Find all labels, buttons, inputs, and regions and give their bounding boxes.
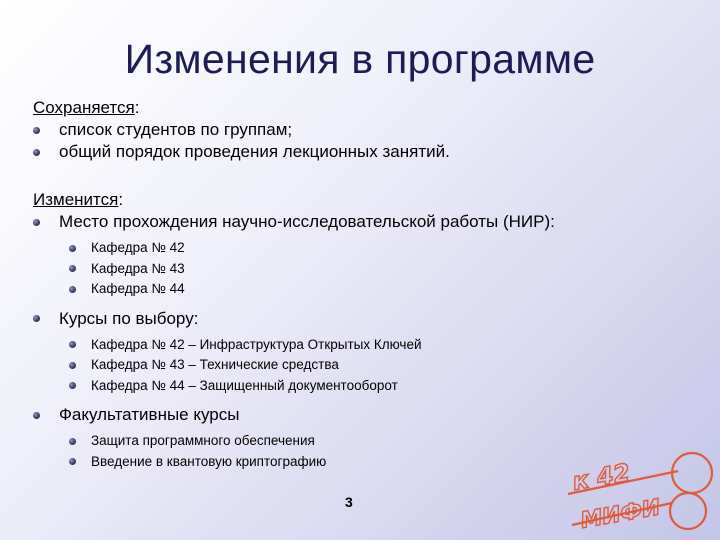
sub-list-item-text: Кафедра № 44 – Защищенный документооборот bbox=[91, 377, 398, 393]
changes-heading bbox=[33, 189, 673, 211]
bullet-icon bbox=[69, 286, 91, 293]
keeps-heading bbox=[33, 97, 673, 119]
sub-list-item bbox=[69, 335, 673, 356]
bullet-icon bbox=[33, 315, 59, 322]
sub-list-item bbox=[69, 238, 673, 259]
bullet-icon bbox=[69, 438, 91, 445]
bullet-icon bbox=[69, 458, 91, 465]
sub-list-item bbox=[69, 279, 673, 300]
bullet-icon bbox=[69, 341, 91, 348]
sub-list-item-text: Кафедра № 43 bbox=[91, 260, 185, 276]
sub-list-item bbox=[69, 259, 673, 280]
bullet-icon bbox=[33, 149, 59, 156]
list-item bbox=[33, 211, 673, 233]
bullet-icon bbox=[33, 412, 59, 419]
logo-ring-top bbox=[672, 453, 712, 493]
sub-list-item-text: Кафедра № 42 bbox=[91, 240, 185, 255]
sub-list-item-text: Кафедра № 42 – Инфраструктура Открытых Ключей bbox=[91, 336, 422, 352]
sub-list-item-text: Введение в квантовую криптографию bbox=[91, 453, 327, 469]
logo-ring-bottom bbox=[670, 493, 706, 529]
bullet-icon bbox=[69, 382, 91, 389]
logo-text-top: к 42 bbox=[570, 458, 633, 496]
sub-list-item-text: Защита программного обеспечения bbox=[91, 433, 315, 448]
sub-list-item-text: Кафедра № 44 bbox=[91, 281, 185, 296]
list-item-text: Курсы по выбору: bbox=[59, 308, 199, 328]
sub-list-item bbox=[69, 376, 673, 397]
changes-heading-text: Изменится bbox=[33, 190, 119, 209]
page-number: 3 bbox=[345, 494, 353, 510]
department-logo bbox=[560, 445, 715, 537]
changes-heading-colon: : bbox=[118, 190, 124, 209]
list-item-text: список студентов по группам; bbox=[59, 120, 293, 139]
bullet-icon bbox=[69, 245, 91, 252]
list-item-text: Место прохождения научно-исследовательской работы (НИР): bbox=[59, 212, 555, 231]
keeps-heading-colon: : bbox=[134, 98, 140, 117]
bullet-icon bbox=[33, 127, 59, 134]
bullet-icon bbox=[33, 219, 59, 226]
keeps-heading-text: Сохраняется bbox=[33, 98, 135, 117]
list-item-text: Факультативные курсы bbox=[59, 405, 240, 424]
bullet-icon bbox=[69, 362, 91, 369]
sub-list-item bbox=[69, 355, 673, 376]
bullet-icon bbox=[69, 265, 91, 272]
slide-content bbox=[33, 97, 673, 472]
list-item bbox=[33, 308, 673, 330]
sub-list-item-text: Кафедра № 43 – Технические средства bbox=[91, 357, 339, 372]
logo-text-bottom: МИФИ bbox=[578, 495, 663, 534]
slide-title: Изменения в программе bbox=[124, 36, 596, 82]
list-item bbox=[33, 119, 673, 141]
list-item-text: общий порядок проведения лекционных занятий. bbox=[59, 142, 450, 161]
list-item bbox=[33, 404, 673, 426]
list-item bbox=[33, 141, 673, 163]
